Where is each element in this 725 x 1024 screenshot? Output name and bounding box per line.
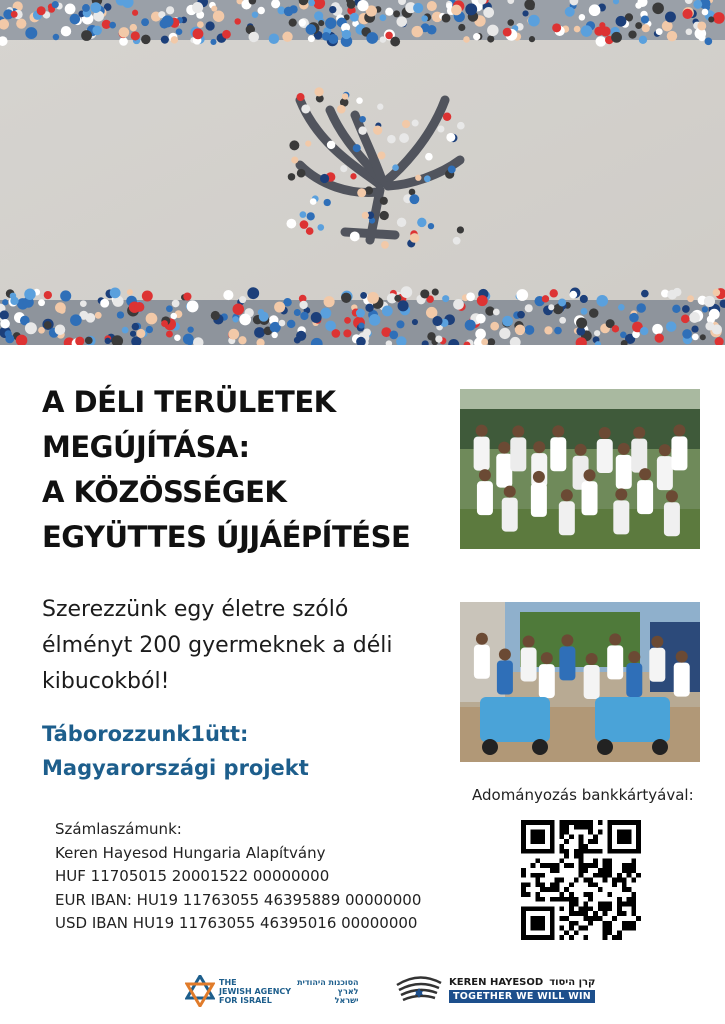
- bank-line: USD IBAN HU19 11763055 46395016 00000000: [55, 914, 418, 932]
- keren-hayesod-logo: [395, 972, 595, 1008]
- lead-line: élményt 200 gyermeknek a déli: [42, 633, 393, 658]
- logo-text: ישראל: [334, 995, 359, 1005]
- jewish-agency-name: [219, 978, 291, 1005]
- lead-line: Szerezzünk egy életre szóló: [42, 597, 349, 622]
- group-photo-white-outfits: [460, 389, 700, 549]
- lead-line: kibucokból!: [42, 669, 170, 694]
- group-photo-golf-carts: [460, 602, 700, 762]
- keren-hayesod-slogan: TOGETHER WE WILL WIN: [449, 990, 595, 1003]
- lead-text: [42, 592, 442, 700]
- hero-photo: [0, 0, 725, 345]
- donation-qr-code[interactable]: [521, 820, 641, 940]
- jewish-agency-logo: [185, 973, 359, 1009]
- headline-line: EGYÜTTES ÚJJÁÉPÍTÉSE: [42, 520, 411, 554]
- headline-line: A KÖZÖSSÉGEK: [42, 475, 287, 509]
- bank-line: Keren Hayesod Hungaria Alapítvány: [55, 843, 326, 862]
- project-line: Magyarországi projekt: [42, 756, 309, 780]
- jewish-agency-name-hebrew: [297, 978, 358, 1005]
- headline-line: MEGÚJÍTÁSA:: [42, 430, 250, 464]
- logo-text: לארץ: [337, 986, 359, 996]
- logo-text: THE: [219, 977, 237, 987]
- logo-text: JEWISH AGENCY: [219, 986, 292, 996]
- headline-line: A DÉLI TERÜLETEK: [42, 385, 336, 419]
- bank-title: Számlaszámunk:: [55, 820, 182, 838]
- wings-star-icon: [395, 973, 443, 1007]
- project-line: Táborozzunk1ütt:: [42, 722, 249, 746]
- card-donation-label: Adományozás bankkártyával:: [472, 786, 694, 804]
- bank-details: [55, 818, 421, 936]
- logo-text: הסוכנות היהודית: [297, 977, 359, 987]
- keren-hayesod-name-hebrew: קרן היסוד: [549, 977, 596, 988]
- hero-photo-art: [0, 0, 725, 345]
- keren-hayesod-name: KEREN HAYESOD: [449, 977, 544, 988]
- headline: [42, 380, 442, 560]
- logo-text: FOR ISRAEL: [219, 995, 272, 1005]
- bank-line: EUR IBAN: HU19 11763055 46395889 00000000: [55, 890, 422, 909]
- star-of-david-icon: [185, 975, 215, 1007]
- project-title: [42, 717, 309, 785]
- keren-hayesod-wordmark: [449, 977, 595, 1003]
- bank-line: HUF 11705015 20001522 00000000: [55, 867, 330, 885]
